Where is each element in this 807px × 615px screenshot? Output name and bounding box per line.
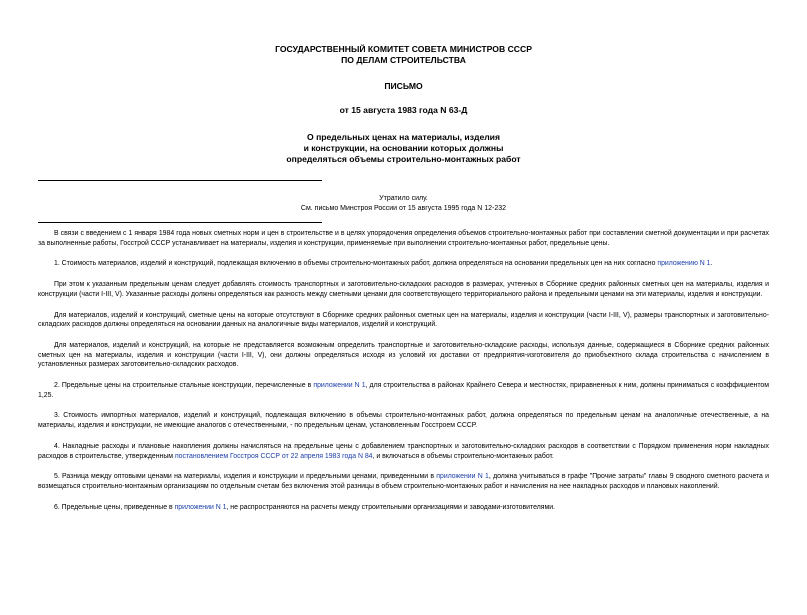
paragraph-3: 3. Стоимость импортных материалов, изделий и конструкций, подлежащая включению в объемы строительно-монтажных работ, должна определяться по предельным ценам на аналогичные отечественные, а на материалы, изделия и конструкции, не имеющие аналогов с отечественными, - по предельным ценам, установленным Госстроем СССР. — [38, 412, 769, 430]
divider-bottom — [38, 222, 322, 223]
subject-line-2: и конструкции, на основании которых должны — [303, 143, 504, 153]
paragraph-1-end: . — [710, 260, 713, 268]
paragraph-2 — [38, 381, 769, 400]
paragraph-2-text: 2. Предельные цены на строительные стальные конструкции, перечисленные в — [54, 382, 314, 390]
paragraph-1-transport: При этом к указанным предельным ценам следует добавлять стоимость транспортных и заготовительно-складских расходов в размерах, учтенных в Сборнике средних районных сметных цен на материалы, изделия и конструкции (части I-III, V). Указанные расходы должны определяться как разность между сметными ценами для соответствующего территориального района и предельными ценами на эти материалы, изделия и конструкции. — [38, 281, 769, 298]
document-date-number: от 15 августа 1983 года N 63-Д — [339, 105, 468, 115]
status-note-line-2: См. письмо Минстроя России от 15 августа 1995 года N 12-232 — [300, 205, 507, 212]
document-subject — [38, 132, 769, 165]
paragraph-5-text: 5. Разница между оптовыми ценами на материалы, изделия и конструкции и предельными ценами, приведенными в — [54, 473, 437, 481]
paragraph-4-end: , и включаться в объемы строительно-монтажных работ. — [372, 452, 554, 460]
paragraph-5-end: , должна учитываться в графе "Прочие затраты" главы 9 сводного сметного расчета и возмещаться строительно-монтажным организациям по отдельным счетам без включения этой разницы в объем строительно-монтажных работ и начисления на нее накладных расходов и плановых накоплений. — [38, 473, 769, 490]
paragraph-1-missing-prices: Для материалов, изделий и конструкций, сметные цены на которые отсутствуют в Сборнике средних районных сметных цен на материалы, изделия и конструкции (части I-III, V), размеры транспортных и заготовительно-складских расходов должны определяться на основании данных на аналогичные виды материалов, изделий и конструкций. — [38, 311, 769, 329]
paragraph-4-text: 4. Накладные расходы и плановые накопления должны начисляться на предельные цены с добавлением транспортных и заготовительно-складских расходов в соответствии с Порядком применения норм накладных расходов в строительстве, утвержденным — [38, 442, 769, 460]
paragraph-1-no-data: Для материалов, изделий и конструкций, на которые не представляется возможным определить транспортные и заготовительно-складские расходы, используя данные, содержащиеся в Сборнике средних районных сметных цен на материалы, изделия и конструкции (части I-III, V), они должны определяться исходя из условий их доставки от предприятия-изготовителя до приобъектного склада строительства с начислением в установленных размерах заготовительно-складских расходов. — [38, 341, 769, 369]
agency-line-2: ПО ДЕЛАМ СТРОИТЕЛЬСТВА — [341, 55, 466, 65]
status-note — [38, 194, 769, 214]
paragraph-intro: В связи с введением с 1 января 1984 года новых сметных норм и цен в строительстве и в целях упорядочения определения объемов строительно-монтажных работ при составлении сметной документации и при расчетах за выполненные работы, Госстрой СССР устанавливает на материалы, изделия и конструкции, применяемые при выполнении строительно-монтажных работ, предельные цены. — [38, 230, 769, 247]
status-note-line-1: Утратило силу. — [379, 195, 428, 202]
document-page — [0, 44, 807, 615]
appendix-1-link[interactable]: приложении N 1 — [436, 473, 489, 481]
issuing-agency — [38, 44, 769, 66]
paragraph-5 — [38, 472, 769, 491]
agency-line-1: ГОСУДАРСТВЕННЫЙ КОМИТЕТ СОВЕТА МИНИСТРОВ СССР — [275, 44, 532, 54]
appendix-1-link[interactable]: приложению N 1 — [657, 260, 711, 268]
paragraph-2-end: , для строительства в районах Крайнего Севера и местностях, приравненных к ним, должны приниматься с коэффициентом 1,25. — [38, 382, 769, 399]
paragraph-6-text: 6. Предельные цены, приведенные в — [54, 503, 175, 511]
divider-top — [38, 180, 322, 181]
appendix-1-link[interactable]: приложении N 1 — [313, 382, 366, 390]
appendix-1-link[interactable]: приложении N 1 — [174, 503, 227, 511]
subject-line-3: определяться объемы строительно-монтажных работ — [286, 154, 521, 164]
document-type: ПИСЬМО — [384, 81, 423, 91]
paragraph-4 — [38, 442, 769, 461]
paragraph-6 — [38, 503, 769, 513]
resolution-84-link[interactable]: постановлением Госстроя СССР от 22 апреля 1983 года N 84 — [174, 452, 373, 460]
paragraph-1-text: 1. Стоимость материалов, изделий и конструкций, подлежащая включению в объемы строительно-монтажных работ, должна определяться на основании предельных цен на них согласно — [54, 260, 658, 268]
paragraph-1 — [38, 259, 769, 269]
document-body — [38, 229, 769, 512]
paragraph-6-end: , не распространяются на расчеты между строительными организациями и заводами-изготовителями. — [226, 503, 555, 511]
subject-line-1: О предельных ценах на материалы, изделия — [307, 132, 500, 142]
